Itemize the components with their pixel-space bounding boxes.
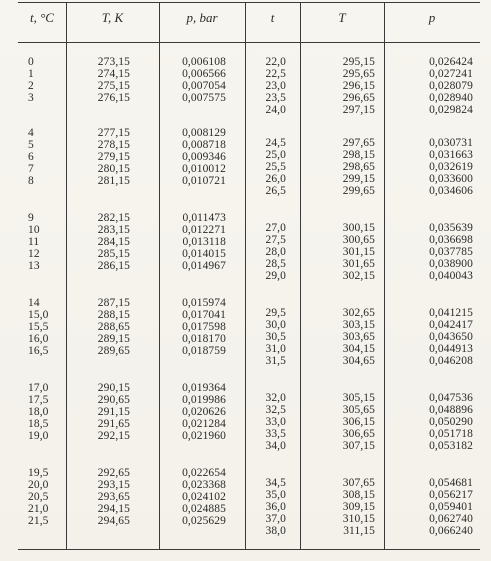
- left-T-value: 289,15: [97, 333, 130, 345]
- left-t-value: 6: [28, 151, 34, 163]
- left-t-value: 2: [28, 80, 34, 92]
- right-t-value: 28,0: [265, 246, 286, 258]
- right-t-value: 29,0: [265, 270, 286, 282]
- right-T-value: 301,15: [342, 246, 375, 258]
- right-p-value: 0,047536: [429, 392, 473, 404]
- left-t-value: 15,5: [28, 321, 49, 333]
- right-t-value: 22,0: [265, 56, 286, 68]
- right-T-value: 302,15: [342, 270, 375, 282]
- right-T-value: 300,65: [342, 234, 375, 246]
- left-t-value: 18,0: [28, 406, 49, 418]
- right-p-value: 0,033600: [429, 173, 473, 185]
- right-p-value: 0,031663: [429, 149, 473, 161]
- left-T-value: 293,15: [97, 479, 130, 491]
- left-p-value: 0,014015: [182, 248, 226, 260]
- left-t-value: 15,0: [28, 309, 49, 321]
- right-t-value: 26,0: [265, 173, 286, 185]
- left-T-value: 288,65: [97, 321, 130, 333]
- left-T-value: 279,15: [97, 151, 130, 163]
- left-p-value: 0,023368: [182, 479, 226, 491]
- left-p-value: 0,024885: [182, 503, 226, 515]
- left-T-value: 288,15: [97, 309, 130, 321]
- left-t-value: 14: [28, 297, 40, 309]
- right-p-value: 0,053182: [429, 440, 473, 452]
- right-T-value: 306,65: [342, 428, 375, 440]
- left-p-value: 0,015974: [182, 297, 226, 309]
- left-p-value: 0,021960: [182, 430, 226, 442]
- right-p-value: 0,035639: [429, 222, 473, 234]
- right-t-value: 34,5: [265, 477, 286, 489]
- right-T-value: 307,65: [342, 477, 375, 489]
- left-T-value: 289,65: [97, 345, 130, 357]
- right-t-value: 28,5: [265, 258, 286, 270]
- right-t-value: 26,5: [265, 185, 286, 197]
- right-p-value: 0,056217: [429, 489, 473, 501]
- left-t-value: 12: [28, 248, 40, 260]
- left-p-value: 0,019364: [182, 382, 226, 394]
- right-t-value: 23,0: [265, 80, 286, 92]
- right-T-value: 297,15: [342, 104, 375, 116]
- right-p-value: 0,066240: [429, 525, 473, 537]
- left-t-value: 20,0: [28, 479, 49, 491]
- left-p-value: 0,019986: [182, 394, 226, 406]
- left-T-value: 292,15: [97, 430, 130, 442]
- left-T-value: 277,15: [97, 127, 130, 139]
- left-t-value: 0: [28, 56, 34, 68]
- header-p-bar: p, bar: [186, 10, 218, 25]
- right-t-value: 31,0: [265, 343, 286, 355]
- left-T-value: 291,15: [97, 406, 130, 418]
- right-t-value: 24,5: [265, 137, 286, 149]
- left-t-value: 21,0: [28, 503, 49, 515]
- left-T-value: 293,65: [97, 491, 130, 503]
- left-t-value: 20,5: [28, 491, 49, 503]
- right-T-value: 299,65: [342, 185, 375, 197]
- right-p-value: 0,043650: [429, 331, 473, 343]
- right-p-value: 0,044913: [429, 343, 473, 355]
- header-T: T: [338, 10, 346, 25]
- left-t-value: 5: [28, 139, 34, 151]
- right-p-value: 0,036698: [429, 234, 473, 246]
- right-T-value: 305,15: [342, 392, 375, 404]
- left-p-value: 0,018759: [182, 345, 226, 357]
- right-p-value: 0,027241: [429, 68, 473, 80]
- right-p-value: 0,059401: [429, 501, 473, 513]
- left-p-value: 0,021284: [182, 418, 226, 430]
- right-T-value: 295,15: [342, 56, 375, 68]
- left-t-value: 3: [28, 92, 34, 104]
- left-p-value: 0,010012: [182, 163, 226, 175]
- right-t-value: 32,5: [265, 404, 286, 416]
- right-t-value: 37,0: [265, 513, 286, 525]
- right-T-value: 309,15: [342, 501, 375, 513]
- right-p-value: 0,026424: [429, 56, 473, 68]
- left-p-value: 0,014967: [182, 260, 226, 272]
- left-t-value: 21,5: [28, 515, 49, 527]
- right-p-value: 0,037785: [429, 246, 473, 258]
- right-p-value: 0,041215: [429, 307, 473, 319]
- right-t-value: 38,0: [265, 525, 286, 537]
- left-T-value: 276,15: [97, 92, 130, 104]
- header-T-kelvin: T, K: [101, 10, 124, 25]
- right-T-value: 302,65: [342, 307, 375, 319]
- right-T-value: 297,65: [342, 137, 375, 149]
- left-t-value: 17,0: [28, 382, 49, 394]
- left-T-value: 285,15: [97, 248, 130, 260]
- right-T-value: 305,65: [342, 404, 375, 416]
- right-p-value: 0,040043: [429, 270, 473, 282]
- right-p-value: 0,054681: [429, 477, 473, 489]
- right-p-value: 0,028079: [429, 80, 473, 92]
- left-p-value: 0,020626: [182, 406, 226, 418]
- left-p-value: 0,011473: [182, 212, 226, 224]
- left-T-value: 287,15: [97, 297, 130, 309]
- left-T-value: 274,15: [97, 68, 130, 80]
- left-T-value: 280,15: [97, 163, 130, 175]
- left-T-value: 282,15: [97, 212, 130, 224]
- left-t-value: 1: [28, 68, 34, 80]
- header-rule: [18, 42, 480, 43]
- right-T-value: 298,15: [342, 149, 375, 161]
- header-t-celsius: t, °C: [30, 10, 54, 25]
- right-p-value: 0,028940: [429, 92, 473, 104]
- left-t-value: 10: [28, 224, 40, 236]
- left-T-value: 283,15: [97, 224, 130, 236]
- right-T-value: 295,65: [342, 68, 375, 80]
- left-T-value: 290,15: [97, 382, 130, 394]
- left-T-value: 273,15: [97, 56, 130, 68]
- right-T-value: 304,15: [342, 343, 375, 355]
- left-t-value: 8: [28, 175, 34, 187]
- right-T-value: 300,15: [342, 222, 375, 234]
- right-t-value: 27,0: [265, 222, 286, 234]
- header-t: t: [270, 10, 275, 25]
- header-p: p: [428, 10, 436, 25]
- right-p-value: 0,048896: [429, 404, 473, 416]
- left-p-value: 0,009346: [182, 151, 226, 163]
- left-p-value: 0,006566: [182, 68, 226, 80]
- left-T-value: 294,15: [97, 503, 130, 515]
- left-T-value: 281,15: [97, 175, 130, 187]
- right-t-value: 34,0: [265, 440, 286, 452]
- left-t-value: 17,5: [28, 394, 49, 406]
- left-t-value: 16,0: [28, 333, 49, 345]
- left-t-value: 11: [28, 236, 40, 248]
- left-t-value: 19,0: [28, 430, 49, 442]
- left-p-value: 0,012271: [182, 224, 226, 236]
- right-T-value: 296,65: [342, 92, 375, 104]
- col-divider-5: [384, 2, 385, 549]
- right-p-value: 0,042417: [429, 319, 473, 331]
- left-p-value: 0,007054: [182, 80, 226, 92]
- left-t-value: 16,5: [28, 345, 49, 357]
- right-t-value: 33,0: [265, 416, 286, 428]
- left-T-value: 292,65: [97, 467, 130, 479]
- right-t-value: 25,5: [265, 161, 286, 173]
- right-T-value: 310,15: [342, 513, 375, 525]
- right-t-value: 25,0: [265, 149, 286, 161]
- right-T-value: 296,15: [342, 80, 375, 92]
- left-t-value: 18,5: [28, 418, 49, 430]
- right-t-value: 29,5: [265, 307, 286, 319]
- left-p-value: 0,007575: [182, 92, 226, 104]
- right-p-value: 0,038900: [429, 258, 473, 270]
- left-p-value: 0,008129: [182, 127, 226, 139]
- left-T-value: 284,15: [97, 236, 130, 248]
- left-T-value: 294,65: [97, 515, 130, 527]
- right-T-value: 303,15: [342, 319, 375, 331]
- bottom-rule: [18, 549, 480, 550]
- left-p-value: 0,010721: [182, 175, 226, 187]
- left-p-value: 0,017598: [182, 321, 226, 333]
- right-T-value: 298,65: [342, 161, 375, 173]
- right-p-value: 0,050290: [429, 416, 473, 428]
- left-T-value: 291,65: [97, 418, 130, 430]
- right-T-value: 306,15: [342, 416, 375, 428]
- right-t-value: 27,5: [265, 234, 286, 246]
- right-T-value: 301,65: [342, 258, 375, 270]
- left-p-value: 0,008718: [182, 139, 226, 151]
- right-t-value: 31,5: [265, 355, 286, 367]
- right-t-value: 23,5: [265, 92, 286, 104]
- left-p-value: 0,022654: [182, 467, 226, 479]
- left-t-value: 13: [28, 260, 40, 272]
- right-T-value: 303,65: [342, 331, 375, 343]
- left-t-value: 9: [28, 212, 34, 224]
- right-t-value: 30,5: [265, 331, 286, 343]
- right-T-value: 311,15: [343, 525, 375, 537]
- top-rule: [18, 2, 480, 3]
- left-p-value: 0,013118: [182, 236, 226, 248]
- right-t-value: 36,0: [265, 501, 286, 513]
- right-p-value: 0,029824: [429, 104, 473, 116]
- left-p-value: 0,006108: [182, 56, 226, 68]
- left-T-value: 286,15: [97, 260, 130, 272]
- right-t-value: 24,0: [265, 104, 286, 116]
- right-p-value: 0,032619: [429, 161, 473, 173]
- left-t-value: 19,5: [28, 467, 49, 479]
- right-p-value: 0,030731: [429, 137, 473, 149]
- right-t-value: 30,0: [265, 319, 286, 331]
- left-t-value: 4: [28, 127, 34, 139]
- left-p-value: 0,017041: [182, 309, 226, 321]
- right-p-value: 0,062740: [429, 513, 473, 525]
- right-T-value: 304,65: [342, 355, 375, 367]
- left-p-value: 0,024102: [182, 491, 226, 503]
- right-t-value: 33,5: [265, 428, 286, 440]
- left-T-value: 275,15: [97, 80, 130, 92]
- right-p-value: 0,034606: [429, 185, 473, 197]
- right-p-value: 0,051718: [429, 428, 473, 440]
- right-t-value: 35,0: [265, 489, 286, 501]
- right-T-value: 307,15: [342, 440, 375, 452]
- left-T-value: 278,15: [97, 139, 130, 151]
- right-p-value: 0,046208: [429, 355, 473, 367]
- left-p-value: 0,018170: [182, 333, 226, 345]
- left-t-value: 7: [28, 163, 34, 175]
- right-T-value: 308,15: [342, 489, 375, 501]
- right-t-value: 32,0: [265, 392, 286, 404]
- left-T-value: 290,65: [97, 394, 130, 406]
- left-p-value: 0,025629: [182, 515, 226, 527]
- right-T-value: 299,15: [342, 173, 375, 185]
- right-t-value: 22,5: [265, 68, 286, 80]
